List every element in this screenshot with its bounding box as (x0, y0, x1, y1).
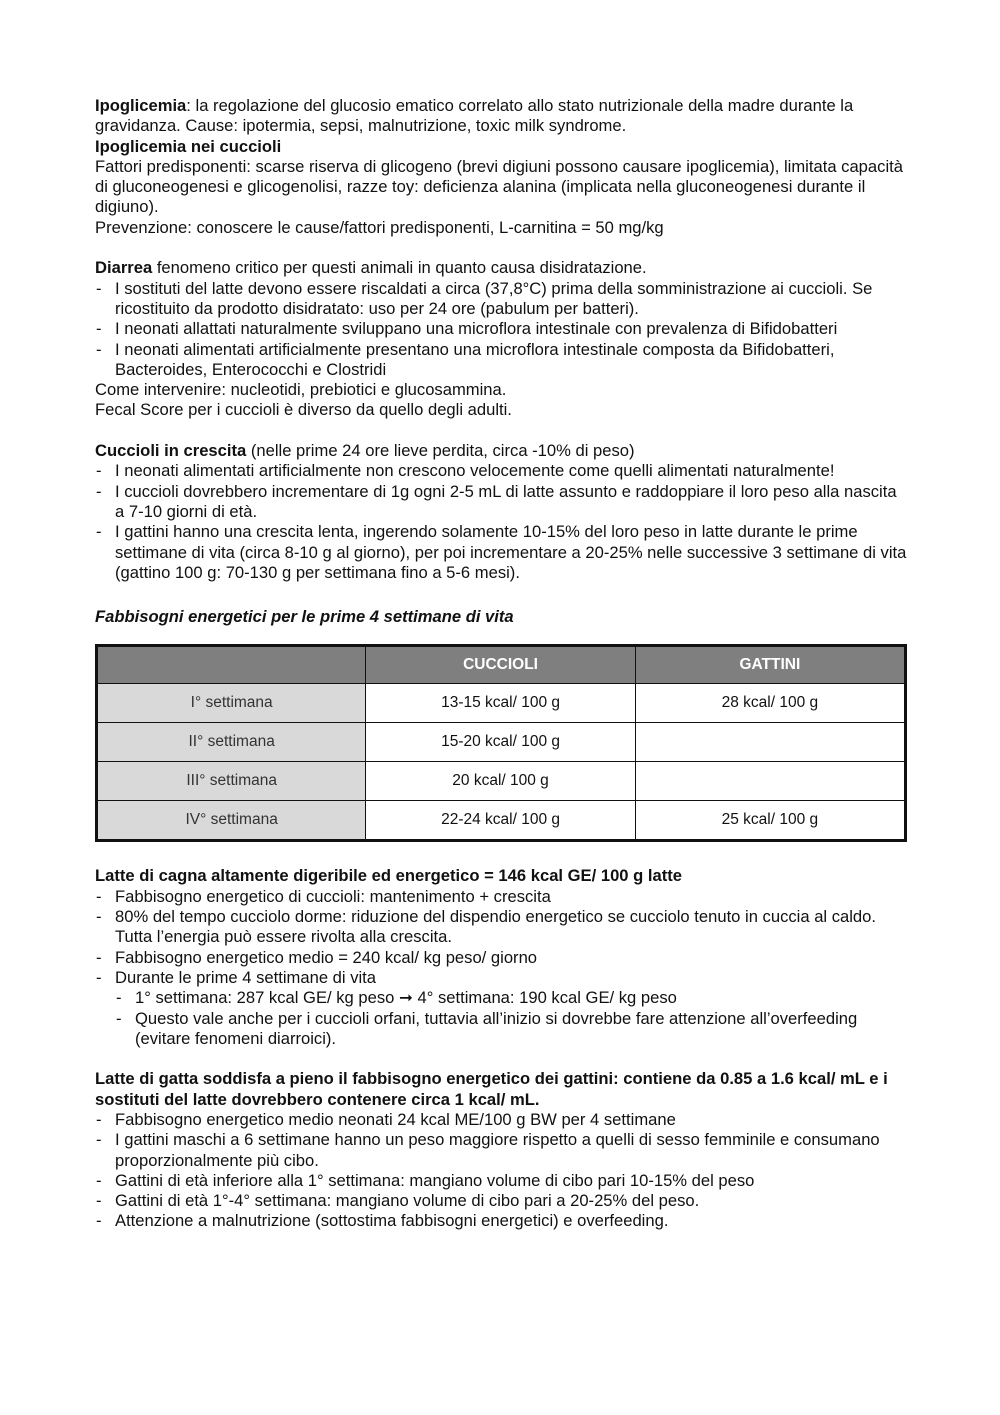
crescita-term: Cuccioli in crescita (95, 441, 247, 461)
cell-gattini (635, 723, 905, 762)
latte-gatta-list (95, 1110, 907, 1232)
table-row (97, 684, 906, 723)
energy-table (95, 644, 907, 842)
list-item: - Fabbisogno energetico medio neonati 24 kcal ME/100 g BW per 4 settimane (95, 1110, 907, 1130)
list-item: - I gattini maschi a 6 settimane hanno un peso maggiore rispetto a quelli di sesso femminile e consumano proporzionalmente più cibo. (95, 1130, 907, 1171)
list-item: - I neonati allattati naturalmente sviluppano una microflora intestinale con prevalenza di Bifidobatteri (95, 319, 907, 339)
spacer (95, 238, 907, 258)
document-page (95, 96, 907, 1232)
diarrea-text: fenomeno critico per questi animali in quanto causa disidratazione. (152, 258, 647, 278)
row-label: IV° settimana (97, 801, 366, 841)
list-item: - Fabbisogno energetico di cuccioli: mantenimento + crescita (95, 887, 907, 907)
table-row (97, 723, 906, 762)
cell-cuccioli: 13-15 kcal/ 100 g (366, 684, 635, 723)
cell-cuccioli: 22-24 kcal/ 100 g (366, 801, 635, 841)
spacer (95, 421, 907, 441)
column-header-gattini: GATTINI (635, 646, 905, 684)
cell-cuccioli: 20 kcal/ 100 g (366, 762, 635, 801)
ipoglicemia-text: : la regolazione del glucosio ematico correlato allo stato nutrizionale della madre durante la gravidanza. Cause: ipotermia, sepsi, malnutrizione, toxic milk syndrome. (95, 96, 854, 136)
table-row (97, 801, 906, 841)
crescita-paragraph (95, 441, 907, 461)
cell-gattini (635, 762, 905, 801)
column-header-empty (97, 646, 366, 684)
prevenzione: Prevenzione: conoscere le cause/fattori predisponenti, L-carnitina = 50 mg/kg (95, 217, 664, 237)
cell-cuccioli: 15-20 kcal/ 100 g (366, 723, 635, 762)
latte-cagna-list (95, 887, 907, 1049)
list-item: - I neonati alimentati artificialmente presentano una microflora intestinale composta da Bifidobatteri, Bacteroides, Enterococchi e Clostridi (95, 340, 907, 381)
list-item: - Gattini di età 1°-4° settimana: mangiano volume di cibo pari a 20-25% del peso. (95, 1191, 907, 1211)
latte-cagna-sublist (115, 988, 907, 1049)
list-item: - Fabbisogno energetico medio = 240 kcal/ kg peso/ giorno (95, 948, 907, 968)
latte-gatta-heading: Latte di gatta soddisfa a pieno il fabbisogno energetico dei gattini: contiene da 0.85 a 1.6 kcal/ mL e i sostituti del latte dovrebbero contenere circa 1 kcal/ mL. (95, 1069, 888, 1109)
come-intervenire: Come intervenire: nucleotidi, prebiotici e glucosammina. (95, 380, 507, 400)
row-label: I° settimana (97, 684, 366, 723)
fecal-score: Fecal Score per i cuccioli è diverso da quello degli adulti. (95, 400, 512, 420)
list-item (95, 968, 907, 1049)
latte-cagna-heading: Latte di cagna altamente digeribile ed energetico = 146 kcal GE/ 100 g latte (95, 866, 682, 886)
diarrea-term: Diarrea (95, 258, 153, 278)
ipoglicemia-paragraph (95, 96, 907, 137)
table-title: Fabbisogni energetici per le prime 4 settimane di vita (95, 607, 514, 627)
ipoglicemia-cuccioli-heading: Ipoglicemia nei cuccioli (95, 136, 282, 156)
column-header-cuccioli: CUCCIOLI (366, 646, 635, 684)
sub-list-item: - 1° settimana: 287 kcal GE/ kg peso ➞ 4° settimana: 190 kcal GE/ kg peso (115, 988, 907, 1008)
ipoglicemia-term: Ipoglicemia (95, 96, 187, 115)
spacer (95, 1049, 907, 1069)
list-item: - I sostituti del latte devono essere riscaldati a circa (37,8°C) prima della somministrazione ai cuccioli. Se ricostituito da prodotto disidratato: uso per 24 ore (pabulum per batteri). (95, 279, 907, 320)
row-label: III° settimana (97, 762, 366, 801)
table-row (97, 762, 906, 801)
row-label: II° settimana (97, 723, 366, 762)
diarrea-list (95, 279, 907, 380)
diarrea-paragraph (95, 258, 907, 278)
sub-list-item: - Questo vale anche per i cuccioli orfani, tuttavia all’inizio si dovrebbe fare attenzione all’overfeeding (evitare fenomeni diarroici). (115, 1009, 907, 1050)
list-item: - Attenzione a malnutrizione (sottostima fabbisogni energetici) e overfeeding. (95, 1211, 907, 1231)
fattori-predisponenti: Fattori predisponenti: scarse riserva di glicogeno (brevi digiuni possono causare ipoglicemia), limitata capacità di gluconeogenesi e glicogenolisi, razze toy: deficienza alanina (implicata nella gluconeogenesi durante il digiuno). (95, 156, 903, 217)
cell-gattini: 28 kcal/ 100 g (635, 684, 905, 723)
list-item: - I gattini hanno una crescita lenta, ingerendo solamente 10-15% del loro peso in latte durante le prime settimane di vita (circa 8-10 g al giorno), per poi incrementare a 20-25% nelle successive 3 settimane di vita (gattino 100 g: 70-130 g per settimana fino a 5-6 mesi). (95, 522, 907, 583)
crescita-list (95, 461, 907, 583)
list-item: - Gattini di età inferiore alla 1° settimana: mangiano volume di cibo pari 10-15% del peso (95, 1171, 907, 1191)
list-item-text: Durante le prime 4 settimane di vita (115, 967, 377, 987)
cell-gattini: 25 kcal/ 100 g (635, 801, 905, 841)
crescita-text: (nelle prime 24 ore lieve perdita, circa -10% di peso) (246, 441, 635, 461)
list-item: - I neonati alimentati artificialmente non crescono velocemente come quelli alimentati naturalmente! (95, 461, 907, 481)
table-header-row (97, 646, 906, 684)
list-item: - I cuccioli dovrebbero incrementare di 1g ogni 2-5 mL di latte assunto e raddoppiare il loro peso alla nascita a 7-10 giorni di età. (95, 482, 907, 523)
list-item: - 80% del tempo cucciolo dorme: riduzione del dispendio energetico se cucciolo tenuto in cuccia al caldo. Tutta l’energia può essere rivolta alla crescita. (95, 907, 907, 948)
